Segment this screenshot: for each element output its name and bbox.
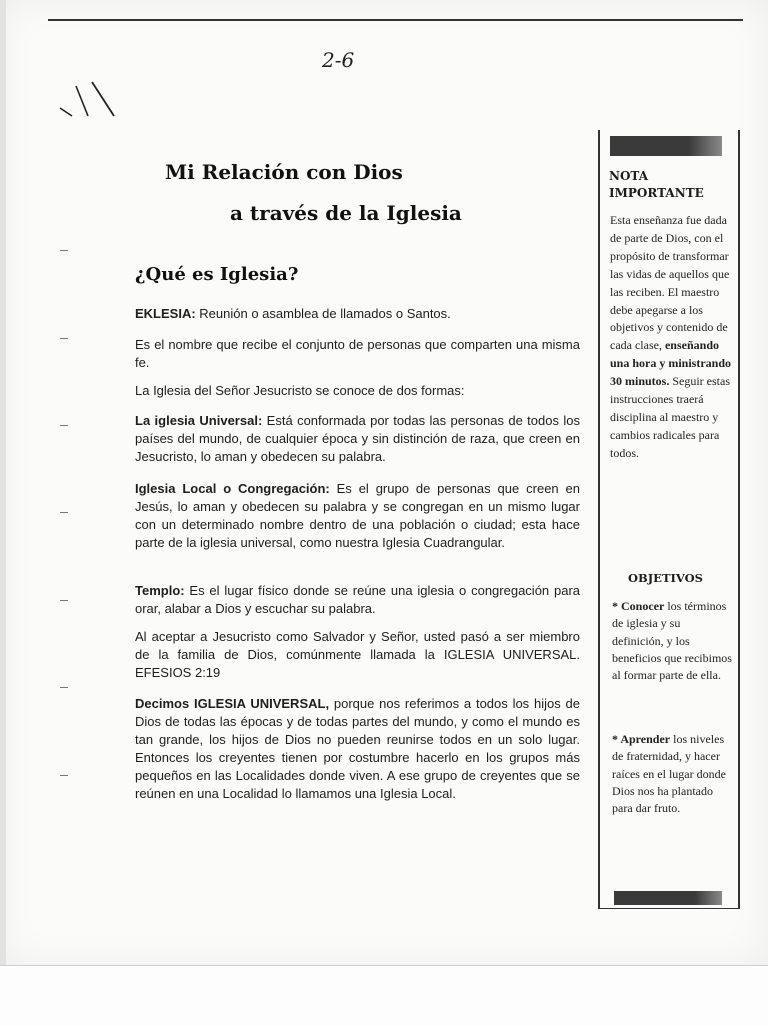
paragraph-universal <box>135 412 580 466</box>
objectives-heading: OBJETIVOS <box>628 571 703 585</box>
term-local: Iglesia Local o Congregación: <box>135 481 330 496</box>
objective-1-verb: * Conocer <box>612 599 665 613</box>
scan-background <box>0 965 768 1025</box>
objective-2-text: los niveles de fraternidad, y hacer raíces en el lugar donde Dios nos ha plantado para dar fruto. <box>612 732 726 816</box>
term-decimos: Decimos IGLESIA UNIVERSAL, <box>135 696 330 711</box>
note-text-part-2: Seguir estas instrucciones traerá disciplina al maestro y cambios radicales para todos. <box>610 374 730 460</box>
note-text-bold: enseñando una hora y ministrando 30 minutos. <box>610 338 732 389</box>
objective-2-verb: * Aprender <box>612 732 671 746</box>
document-title-line-2: a través de la Iglesia <box>230 201 462 225</box>
sidebar-top-bar <box>610 136 722 156</box>
definition-templo: Es el lugar físico donde se reúne una iglesia o congregación para orar, alabar a Dios y escuchar su palabra. <box>135 583 580 616</box>
margin-mark <box>60 775 68 776</box>
objective-1-text: los términos de iglesia y su definición, y los beneficios que recibimos al formar parte de ella. <box>612 599 732 683</box>
paragraph-accept: Al aceptar a Jesucristo como Salvador y Señor, usted pasó a ser miembro de la familia de Dios, comúnmente llamada la IGLESIA UNIVERSAL. EFESIOS 2:19 <box>135 629 580 680</box>
paragraph-local <box>135 480 580 552</box>
sidebar-bottom-bar <box>614 891 722 905</box>
term-templo: Templo: <box>135 583 185 598</box>
margin-mark <box>60 600 68 601</box>
term-eklesia: EKLESIA: <box>135 306 196 321</box>
margin-mark <box>60 250 68 251</box>
sidebar-bottom-line <box>598 908 740 909</box>
objective-2 <box>612 731 734 817</box>
section-subtitle: ¿Qué es Iglesia? <box>135 264 299 285</box>
term-universal: La iglesia Universal: <box>135 413 263 428</box>
paragraph-name: Es el nombre que recibe el conjunto de personas que comparten una misma fe. <box>135 337 580 370</box>
paragraph-templo <box>135 582 580 618</box>
margin-mark <box>60 512 68 513</box>
paragraph-decimos <box>135 695 580 803</box>
paragraph-two-forms: La Iglesia del Señor Jesucristo se conoce de dos formas: <box>135 383 465 398</box>
note-text <box>610 212 732 463</box>
document-title-line-1: Mi Relación con Dios <box>165 160 403 184</box>
definition-local: Es el grupo de personas que creen en Jesús, lo aman y obedecen su palabra y se congregan en un mismo lugar con un determinado nombre dentro de una población o ciudad; esta hace parte de la iglesia universal, como nuestra Iglesia Cuadrangular. <box>135 481 580 550</box>
note-text-part-1: Esta enseñanza fue dada de parte de Dios, con el propósito de transformar las vidas de aquellos que las reciben. El maestro debe apegarse a los objetivos y contenido de cada clase, <box>610 213 730 353</box>
margin-mark <box>60 338 68 339</box>
top-rule <box>48 19 743 21</box>
definition-universal: Está conformada por todas las personas de todos los países del mundo, de cualquier época y sin distinción de raza, que creen en Jesucristo, lo aman y obedecen su palabra. <box>135 413 580 464</box>
handwritten-page-number: 2-6 <box>322 48 355 72</box>
definition-decimos: porque nos referimos a todos los hijos de Dios de todas las épocas y de todas partes del mundo, y como el mundo es tan grande, los hijos de Dios no pueden reunirse todos en un solo lugar. Entonces los creyentes tienen por costumbre hacerlo en los grupos más pequeños en las Localidades donde viven. A ese grupo de creyentes que se reúnen en una Localidad lo llamamos una Iglesia Local. <box>135 696 580 801</box>
page-left-edge <box>0 0 6 965</box>
objective-1 <box>612 598 734 684</box>
margin-mark <box>60 425 68 426</box>
margin-mark <box>60 687 68 688</box>
paragraph-eklesia <box>135 305 580 323</box>
handwritten-mark <box>58 80 128 126</box>
definition-eklesia: Reunión o asamblea de llamados o Santos. <box>195 306 451 321</box>
note-heading: NOTA IMPORTANTE <box>609 169 704 200</box>
